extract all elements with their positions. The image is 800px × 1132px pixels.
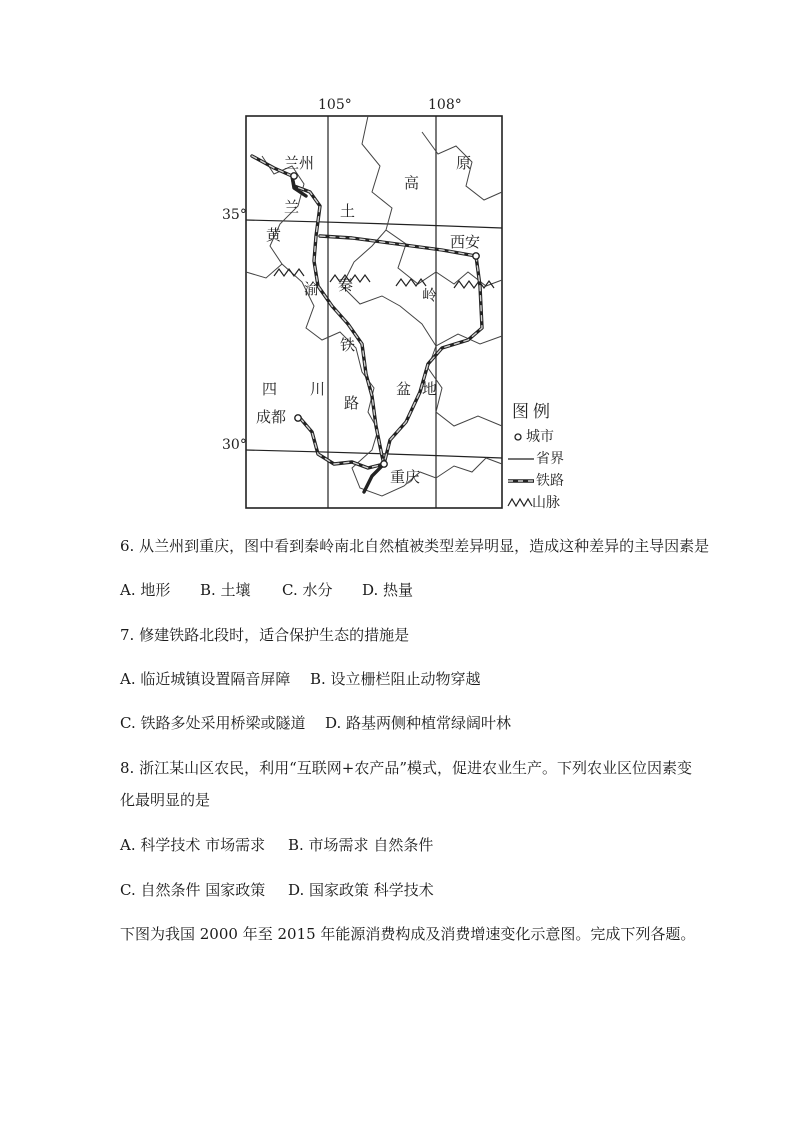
region-char-yu: 渝: [304, 280, 320, 298]
q8-option-b[interactable]: B. 市场需求 自然条件: [288, 836, 434, 854]
city-lanzhou-marker: [291, 173, 297, 179]
city-xian-label: 西安: [450, 233, 481, 251]
city-lanzhou-label: 兰州: [284, 154, 315, 172]
region-char-tu: 土: [340, 202, 356, 220]
question-7-options-row2: [120, 713, 511, 733]
city-chongqing-marker: [381, 461, 387, 467]
q6-option-a[interactable]: A. 地形: [120, 581, 171, 599]
question-6-options: [120, 580, 413, 600]
question-6-stem: 6. 从兰州到重庆，图中看到秦岭南北自然植被类型差异明显，造成这种差异的主导因素是: [120, 537, 710, 555]
q6-option-d[interactable]: D. 热量: [362, 581, 414, 599]
region-char-yuan: 原: [456, 154, 472, 172]
question-7-stem: 7. 修建铁路北段时，适合保护生态的措施是: [120, 626, 410, 644]
legend-border-label: 省界: [536, 451, 564, 467]
q8-option-c[interactable]: C. 自然条件 国家政策: [120, 881, 266, 899]
parallel-30: [246, 450, 502, 458]
region-char-si: 四: [262, 380, 278, 398]
region-char-gao: 高: [404, 174, 420, 192]
section-intro: 下图为我国 2000 年至 2015 年能源消费构成及消费增速变化示意图。完成下列各题。: [120, 925, 696, 943]
region-char-lu: 路: [344, 394, 360, 412]
legend-city-symbol: [515, 434, 521, 440]
question-8-options-row2: [120, 880, 434, 900]
region-char-huang: 黄: [266, 226, 282, 244]
q7-option-d[interactable]: D. 路基两侧种植常绿阔叶林: [325, 714, 512, 732]
railway-map: [222, 96, 562, 516]
q6-option-c[interactable]: C. 水分: [282, 581, 333, 599]
lon-105-label: 105°: [318, 97, 352, 113]
city-chengdu-label: 成都: [256, 408, 287, 426]
lat-35-label: 35°: [222, 207, 247, 223]
region-char-tie: 铁: [340, 336, 356, 354]
question-8-options-row1: [120, 835, 433, 855]
region-char-chuan: 川: [310, 380, 326, 398]
map-frame: [246, 116, 502, 508]
region-char-qin: 秦: [338, 276, 354, 294]
lat-30-label: 30°: [222, 437, 247, 453]
region-char-pen: 盆: [396, 380, 412, 398]
q7-option-c[interactable]: C. 铁路多处采用桥梁或隧道: [120, 714, 306, 732]
legend-mountain-label: 山脉: [532, 495, 560, 511]
question-8-stem: 8. 浙江某山区农民，利用“互联网+农产品”模式，促进农业生产。下列农业区位因素变: [120, 759, 692, 777]
q6-option-b[interactable]: B. 土壤: [200, 581, 251, 599]
q7-option-a[interactable]: A. 临近城镇设置隔音屏障: [120, 670, 291, 688]
legend-title: 图例: [512, 402, 554, 422]
region-char-di: 地: [422, 380, 438, 398]
q8-option-a[interactable]: A. 科学技术 市场需求: [120, 836, 266, 854]
question-7-options-row1: [120, 669, 481, 689]
region-char-ling: 岭: [422, 286, 438, 304]
legend-city-label: 城市: [526, 429, 554, 445]
city-xian-marker: [473, 253, 479, 259]
legend-railway-label: 铁路: [536, 473, 564, 489]
map-graphic: [222, 96, 562, 516]
q8-option-d[interactable]: D. 国家政策 科学技术: [288, 881, 434, 899]
parallel-35: [246, 220, 502, 228]
city-chongqing-label: 重庆: [390, 468, 421, 486]
q7-option-b[interactable]: B. 设立栅栏阻止动物穿越: [310, 670, 481, 688]
question-8-stem-cont: 化最明显的是: [120, 791, 211, 809]
city-chengdu-marker: [295, 415, 301, 421]
region-char-lan: 兰: [284, 198, 300, 216]
lon-108-label: 108°: [428, 97, 462, 113]
